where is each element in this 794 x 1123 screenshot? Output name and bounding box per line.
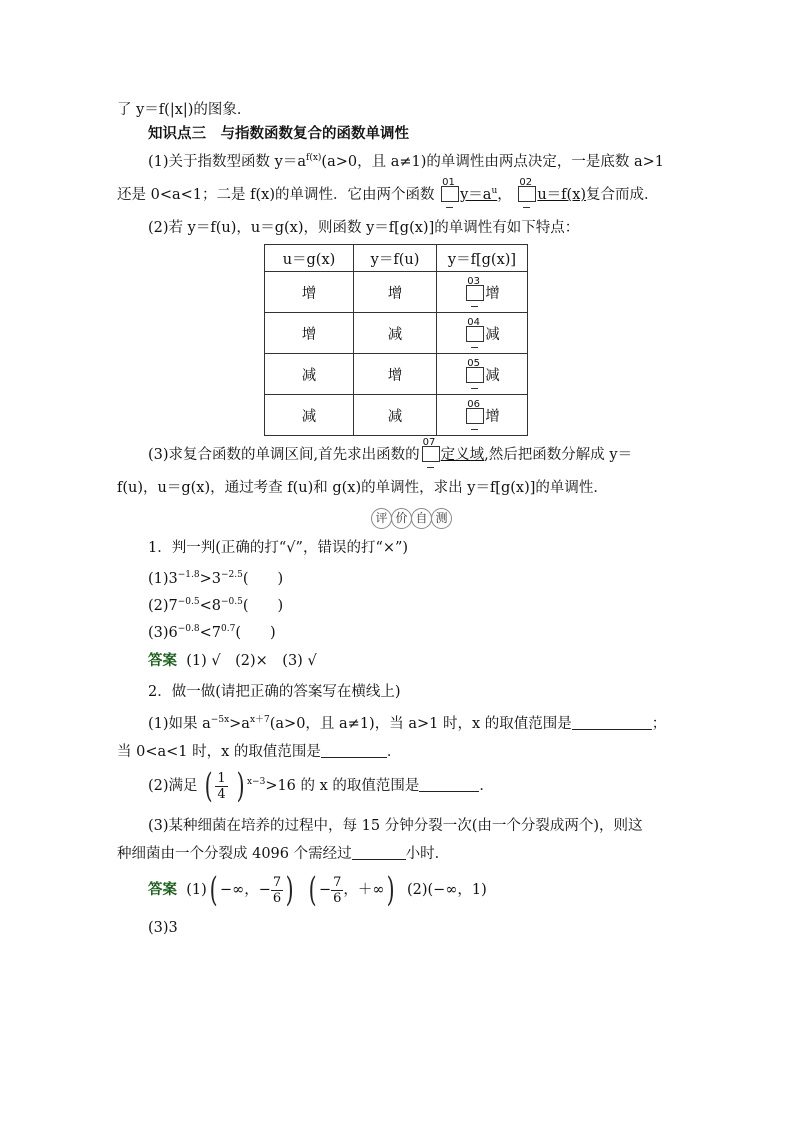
top-line: 了 y＝f(|x|)的图象． — [117, 102, 252, 118]
table-row — [265, 313, 528, 354]
table-row — [265, 354, 528, 395]
left-paren: ( — [308, 870, 317, 910]
answer-box-01: 01 — [441, 186, 459, 202]
self-assessment-badge — [371, 508, 451, 529]
para-1-line-2: 还是 0<a<1；二是 f(x)的单调性．它由两个函数 01 $y=a^u$， 02 u＝f(x)复合而成． — [117, 177, 659, 203]
answer-box-06: 06 — [466, 408, 484, 424]
question-2-3-line-1: (3)某种细菌在培养的过程中，每 15 分钟分裂一次(由一个分裂成两个)，则这 — [148, 818, 643, 834]
section-title: 知识点三 与指数函数复合的函数单调性 — [148, 125, 409, 142]
para-2-line: (2)若 y＝f(u)，u＝g(x)，则函数 y＝f[g(x)]的单调性有如下特点： — [148, 220, 580, 236]
question-1-item: $(1)3^{-1.8}>3^{-2.5}$( ) — [148, 570, 284, 587]
monotonicity-table — [264, 244, 528, 436]
left-paren: ( — [209, 870, 218, 910]
badge-char: 测 — [431, 508, 452, 529]
answer-box-03: 03 — [466, 285, 484, 301]
table-cell: 减 — [354, 313, 437, 354]
question-1-item: $(3)6^{-0.8}<7^{0.7}$( ) — [148, 624, 276, 641]
table-row — [265, 272, 528, 313]
answer-box-05: 05 — [466, 367, 484, 383]
question-2-1-line-2: 当 0<a<1 时，x 的取值范围是 ． — [117, 744, 402, 760]
answer-blank[interactable] — [321, 743, 387, 758]
table-header-cell: u＝g(x) — [265, 245, 354, 272]
badge-char: 价 — [391, 508, 412, 529]
fraction-one-quarter: $\frac{1}{4}$ — [217, 770, 226, 802]
answer-blank[interactable] — [352, 845, 406, 860]
answer-blank[interactable] — [419, 777, 479, 792]
badge-char: 评 — [371, 508, 392, 529]
answer-box-04: 04 — [466, 326, 484, 342]
para-3-line-1: (3)求复合函数的单调区间,首先求出函数的 07 定义域,然后把函数分解成 y＝ — [148, 437, 633, 463]
para-3-line-2: f(u)，u＝g(x)，通过考查 f(u)和 g(x)的单调性，求出 y＝f[g(x)]的单调性． — [117, 480, 608, 496]
table-header-cell: y＝f[g(x)] — [437, 245, 528, 272]
question-1-answer: 答案 (1) √ (2)× (3) √ — [148, 652, 317, 669]
table-cell: 增 — [265, 272, 354, 313]
question-2-2-line: (2)满足 ( $\frac{1}{4}$ ) $^{x-3}$>16 的 x 的取值范围是 ． — [148, 766, 494, 806]
table-cell: 04 减 — [437, 313, 528, 354]
table-cell: 增 — [354, 272, 437, 313]
right-paren: ) — [387, 870, 396, 910]
question-2-answer: 答案 (1)( −∞，− $\frac{7}{6}$ ) ( − $\frac{7}{6}$ ，＋∞) (2)(−∞，1) — [148, 870, 487, 910]
table-header-cell: y＝f(u) — [354, 245, 437, 272]
table-cell: 增 — [265, 313, 354, 354]
question-1-title: 1．判一判(正确的打“√”，错误的打“×”) — [148, 540, 409, 556]
table-cell: 减 — [354, 395, 437, 436]
question-2-answer-3: (3)3 — [148, 920, 178, 936]
table-cell: 增 — [354, 354, 437, 395]
answer-box-02: 02 — [518, 186, 536, 202]
right-paren: ) — [236, 766, 245, 806]
table-cell: 减 — [265, 354, 354, 395]
answer-blank[interactable] — [572, 715, 652, 730]
answer-box-07: 07 — [422, 446, 440, 462]
table-cell: 减 — [265, 395, 354, 436]
answer-label: 答案 — [148, 881, 177, 898]
table-header-row — [265, 245, 528, 272]
table-cell: 05 减 — [437, 354, 528, 395]
question-2-1-line-1: (1)如果 $a^{-5x}>a^{x+7}(a>0$，且 a≠1)，当 a>1 时，x 的取值范围是 ； — [148, 715, 667, 732]
fraction-seven-sixths: $\frac{7}{6}$ — [272, 874, 282, 906]
question-2-title: 2．做一做(请把正确的答案写在横线上) — [148, 684, 401, 700]
para-1-line-1: (1)关于指数型函数 $y=a^{f(x)}(a>0$，且 a≠1)的单调性由两点决定，一是底数 a>1 — [148, 153, 665, 170]
table-cell: 03 增 — [437, 272, 528, 313]
question-1-item: $(2)7^{-0.5}<8^{-0.5}$( ) — [148, 597, 284, 614]
answer-label: 答案 — [148, 652, 177, 669]
left-paren: ( — [204, 766, 213, 806]
badge-char: 自 — [411, 508, 432, 529]
table-cell: 06 增 — [437, 395, 528, 436]
table-row — [265, 395, 528, 436]
question-2-3-line-2: 种细菌由一个分裂成 4096 个需经过 小时． — [117, 846, 450, 862]
fraction-seven-sixths: $\frac{7}{6}$ — [333, 874, 342, 906]
right-paren: ) — [285, 870, 294, 910]
